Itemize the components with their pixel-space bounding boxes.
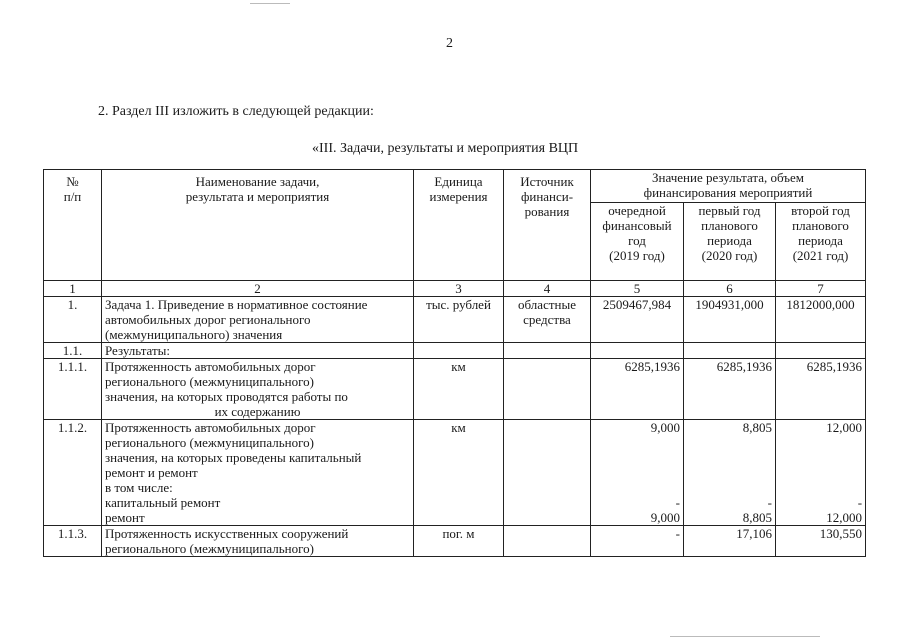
- section-title: «III. Задачи, результаты и мероприятия ВЦП: [312, 141, 579, 156]
- empty-cell: [591, 343, 684, 359]
- row-unit: тыс. рублей: [414, 297, 504, 343]
- row-unit: пог. м: [414, 526, 504, 557]
- header-num: № п/п: [44, 170, 102, 281]
- page-number: 2: [446, 36, 453, 51]
- row-value-2019: 2509467,984: [591, 297, 684, 343]
- row-name: Задача 1. Приведение в нормативное состояние автомобильных дорог регионального (межмуниципального) значения: [102, 297, 414, 343]
- row-name: Протяженность автомобильных дорог регионального (межмуниципального) значения, на которых проводятся работы по их содержанию: [102, 359, 414, 420]
- column-index-row: [44, 281, 866, 297]
- table-row: [44, 420, 866, 526]
- header-year-1: очередной финансовый год (2019 год): [591, 203, 684, 281]
- row-number: 1.1.3.: [44, 526, 102, 557]
- tasks-table: [43, 169, 866, 557]
- header-row-1: [44, 170, 866, 203]
- index-cell: 2: [102, 281, 414, 297]
- row-value-2021: 12,000 - 12,000: [776, 420, 866, 526]
- header-year-3: второй год планового периода (2021 год): [776, 203, 866, 281]
- index-cell: 7: [776, 281, 866, 297]
- row-source: областные средства: [504, 297, 591, 343]
- table-row: [44, 297, 866, 343]
- row-number: 1.: [44, 297, 102, 343]
- instruction-text: 2. Раздел III изложить в следующей редакции:: [98, 104, 374, 119]
- row-number: 1.1.2.: [44, 420, 102, 526]
- empty-cell: [504, 343, 591, 359]
- table-row: [44, 343, 866, 359]
- row-name: Протяженность искусственных сооружений регионального (межмуниципального): [102, 526, 414, 557]
- row-value-2020: 6285,1936: [684, 359, 776, 420]
- header-year-2: первый год планового периода (2020 год): [684, 203, 776, 281]
- scan-artifact-bottom: [670, 636, 820, 637]
- row-value-2020: 1904931,000: [684, 297, 776, 343]
- header-group: Значение результата, объем финансирования мероприятий: [591, 170, 866, 203]
- row-value-2020: 17,106: [684, 526, 776, 557]
- empty-cell: [684, 343, 776, 359]
- header-name: Наименование задачи, результата и мероприятия: [102, 170, 414, 281]
- empty-cell: [504, 420, 591, 526]
- row-unit: км: [414, 359, 504, 420]
- row-name: Протяженность автомобильных дорог регионального (межмуниципального) значения, на которых проведены капитальный ремонт и ремонт в том числе: капитальный ремонт ремонт: [102, 420, 414, 526]
- table-row: [44, 526, 866, 557]
- row-number: 1.1.1.: [44, 359, 102, 420]
- index-cell: 4: [504, 281, 591, 297]
- row-value-2021: 1812000,000: [776, 297, 866, 343]
- empty-cell: [414, 343, 504, 359]
- row-value-2019: 6285,1936: [591, 359, 684, 420]
- index-cell: 5: [591, 281, 684, 297]
- row-unit: км: [414, 420, 504, 526]
- row-number: 1.1.: [44, 343, 102, 359]
- empty-cell: [504, 359, 591, 420]
- row-value-2020: 8,805 - 8,805: [684, 420, 776, 526]
- row-value-2021: 6285,1936: [776, 359, 866, 420]
- row-value-2021: 130,550: [776, 526, 866, 557]
- row-name: Результаты:: [102, 343, 414, 359]
- empty-cell: [504, 526, 591, 557]
- scan-artifact-top: [250, 3, 290, 4]
- row-value-2019: -: [591, 526, 684, 557]
- index-cell: 1: [44, 281, 102, 297]
- header-unit: Единица измерения: [414, 170, 504, 281]
- index-cell: 6: [684, 281, 776, 297]
- row-value-2019: 9,000 - 9,000: [591, 420, 684, 526]
- empty-cell: [776, 343, 866, 359]
- index-cell: 3: [414, 281, 504, 297]
- table-row: [44, 359, 866, 420]
- header-source: Источник финанси- рования: [504, 170, 591, 281]
